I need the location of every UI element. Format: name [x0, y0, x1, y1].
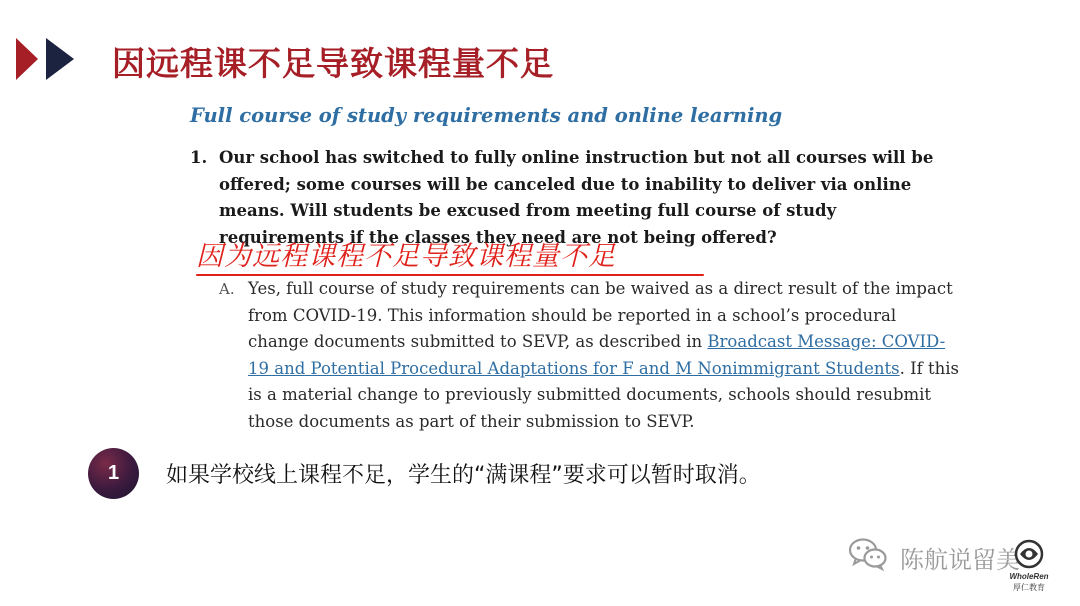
answer-text: [248, 276, 959, 435]
summary-text: 如果学校线上课程不足，学生的“满课程”要求可以暂时取消。: [166, 463, 761, 488]
account-name: 陈航说留美: [900, 546, 1020, 574]
broadcast-message-link[interactable]: Broadcast Message: COVID-19 and Potential Procedural Adaptations for F and M Nonimmigrant Students: [248, 332, 946, 378]
answer-text-part2: . If this is a material change to previously submitted documents, schools should resubmit those documents as part of their submission to SEVP.: [248, 358, 959, 431]
question-block: [190, 145, 960, 251]
handwritten-annotation: 因为远程课程不足导致课程量不足: [196, 241, 616, 272]
question-text: Our school has switched to fully online instruction but not all courses will be offered; some courses will be canceled due to inability to deliver via online means. Will students be excused from meeting full course of study requirements if the classes they need are not being offered?: [219, 148, 934, 247]
answer-text-part1: Yes, full course of study requirements can be waived as a direct result of the impact from COVID-19. This information should be reported in a school’s procedural change documents submitted to SEVP, as described in: [248, 279, 953, 351]
answer-block: [219, 276, 959, 435]
wechat-icon: [848, 537, 888, 571]
slide-arrows-icon: [16, 38, 80, 80]
wholeren-logo-icon: [1006, 538, 1052, 574]
number-badge: 1: [88, 448, 139, 499]
logo-chinese: 厚仁教育: [1013, 583, 1045, 592]
answer-letter: A.: [219, 280, 235, 298]
question-number: 1.: [190, 148, 208, 167]
slide-title: 因远程课不足导致课程量不足: [112, 44, 554, 83]
document-heading: Full course of study requirements and online learning: [190, 104, 783, 127]
logo-english: WholeRen: [1009, 572, 1049, 581]
